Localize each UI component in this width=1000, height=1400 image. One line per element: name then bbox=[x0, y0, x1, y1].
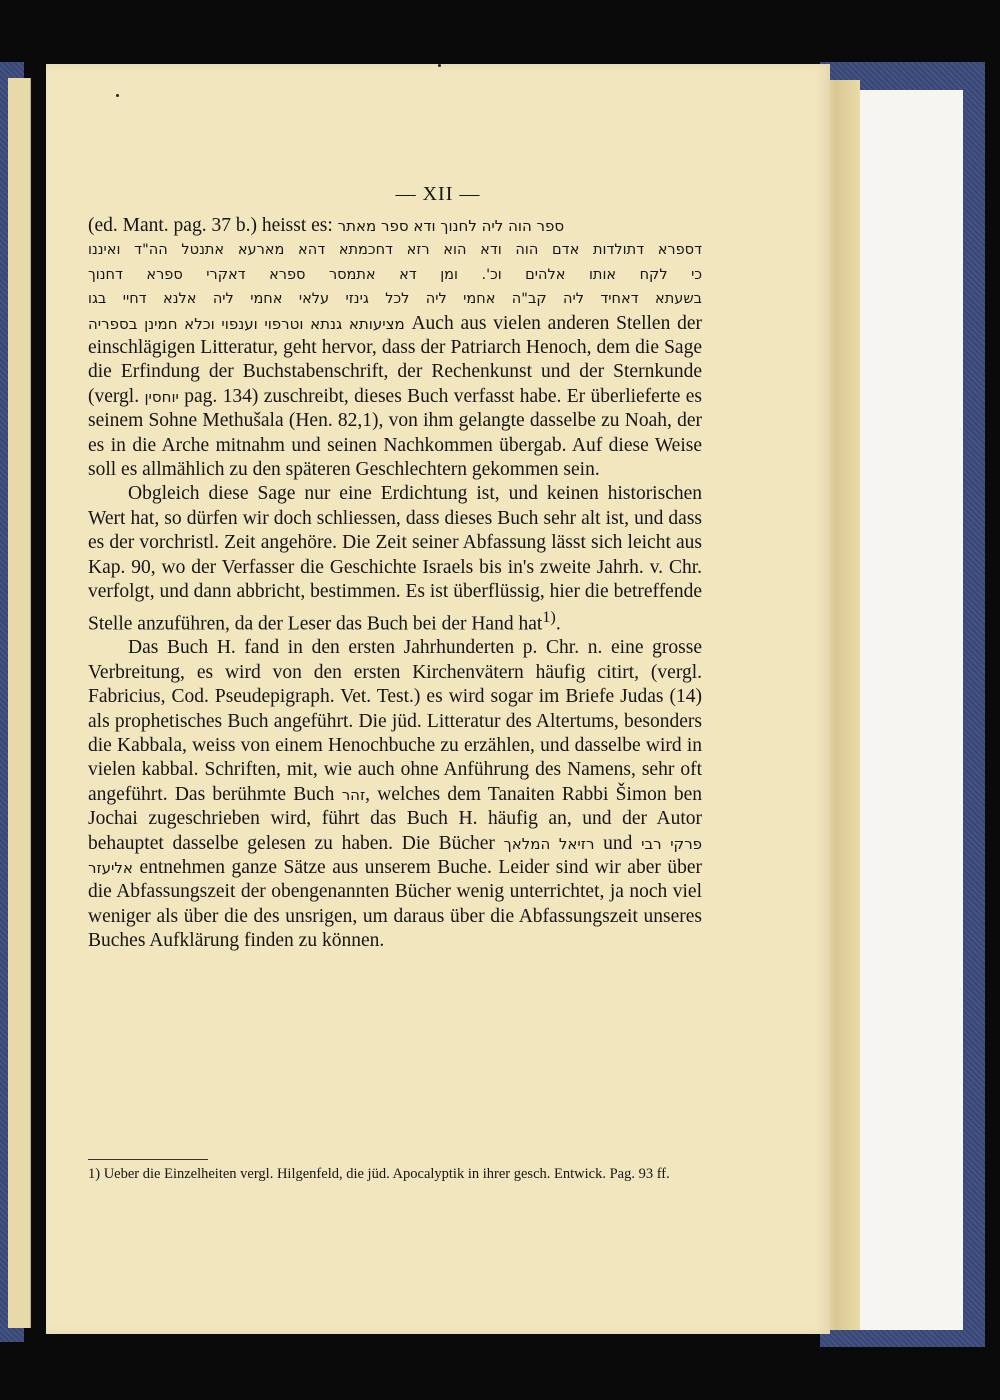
hebrew-quote-line: בשעתא דאחיד ליה קב"ה אחמי ליה לכל גינזי עלאי אחמי ליה אלנא דחיי בגו bbox=[88, 291, 702, 308]
hebrew-quote-start: ספר הוה ליה לחנוך ודא ספר מאתר bbox=[337, 217, 565, 235]
paragraph-2 bbox=[88, 482, 702, 636]
paragraph-text: Das Buch H. fand in den ersten Jahrhunderten p. Chr. n. eine grosse Verbreitung, es wird von den ersten Kirchenvätern häufig citirt, (vergl. Fabricius, Cod. Pseudepigraph. Vet. Test.) es wird sogar im Briefe Judas (14) als prophetisches Buch angeführt. Die jüd. Litteratur des Altertums, besonders die Kabbala, weiss von einem Henochbuche zu erzählen, und dasselbe wird in vielen kabbal. Schriften, mit, wie auch ohne Anführung des Namens, sehr oft angeführt. Das berühmte Buch bbox=[88, 637, 702, 805]
scan-speck bbox=[438, 64, 441, 67]
paragraph-3 bbox=[88, 636, 702, 953]
paragraph-text: . bbox=[555, 613, 561, 634]
page-number: — XII — bbox=[395, 183, 481, 205]
lead-in-text: (ed. Mant. pag. 37 b.) heisst es: bbox=[88, 215, 333, 236]
previous-page-edge bbox=[8, 78, 31, 1328]
hebrew-quote-end: מציעותא גנתא וטרפוי וענפוי וכלא חמינן בספריה bbox=[88, 314, 405, 333]
hebrew-quote-line: דספרא דתולדות אדם הוה ודא הוא רזא דחכמתא דהא מארעא אתנטל הה"ד ואיננו bbox=[88, 242, 702, 259]
hebrew-term-pirke: פרקי רבי אליעזר bbox=[88, 834, 703, 878]
paragraph-text: Auch aus vielen anderen Stellen der einschlägigen Litteratur, geht hervor, dass der Patriarch Henoch, dem die Sage die Erfindung der Buchstabenschrift, der Rechenkunst und der Sternkunde (vergl. bbox=[88, 312, 702, 407]
footnote-reference[interactable]: 1) bbox=[542, 607, 556, 626]
hebrew-term-yuchasin: יוחסין bbox=[144, 387, 179, 406]
hebrew-term-raziel: רזיאל המלאך bbox=[503, 834, 595, 853]
paragraph-text: pag. 134) zuschreibt, dieses Buch verfasst habe. Er überlieferte es seinem Sohne Methušala (Hen. 82,1), von ihm gelangte dasselbe zu Noah, der es in die Arche mitnahm und seinen Nachkommen übergab. Auf diese Weise soll es allmählich zu den späteren Geschlechtern gekommen sein. bbox=[88, 385, 703, 481]
footnote: 1) Ueber die Einzelheiten vergl. Hilgenfeld, die jüd. Apocalyptik in ihrer gesch. Entwick. Pag. 93 ff. bbox=[88, 1166, 670, 1182]
footnote-divider bbox=[88, 1159, 208, 1160]
book-page bbox=[46, 64, 830, 1334]
paragraph-1 bbox=[88, 214, 702, 482]
page-body bbox=[88, 214, 702, 954]
paragraph-text: entnehmen ganze Sätze aus unserem Buche. Leider sind wir aber über die Abfassungszeit der obengenannten Bücher wenig unterrichtet, ja noch viel weniger als über die des unsrigen, um daraus über die Abfassungszeit unseres Buches Aufklärung finden zu können. bbox=[88, 857, 702, 952]
paragraph-text: Obgleich diese Sage nur eine Erdichtung ist, und keinen historischen Wert hat, so dürfen wir doch schliessen, dass dieses Buch sehr alt ist, und dass es der vorchristl. Zeit angehöre. Die Zeit seiner Abfassung lässt sich leicht aus Kap. 90, wo der Verfasser die Geschichte Israels bis in's zweite Jahrh. v. Chr. verfolgt, und dann abbricht, bestimmen. Es ist überflüssig, hier die betreffende Stelle anzuführen, da der Leser das Buch bei der Hand hat bbox=[88, 483, 702, 634]
hebrew-quote-line: כי לקח אותו אלהים וכ'. ומן דא אתמסר ספרא דאקרי ספרא דחנוך bbox=[88, 266, 702, 283]
scan-speck bbox=[116, 94, 119, 97]
hebrew-term-zohar: זהר bbox=[341, 785, 366, 804]
blank-leaf bbox=[860, 90, 963, 1330]
paragraph-text: und bbox=[603, 832, 633, 854]
paragraph-text: , welches dem Tanaiten Rabbi Šimon ben Jochai zugeschrieben wird, führt das Buch H. häufig an, und der Autor behauptet dasselbe gelesen zu haben. Die Bücher bbox=[88, 783, 703, 854]
